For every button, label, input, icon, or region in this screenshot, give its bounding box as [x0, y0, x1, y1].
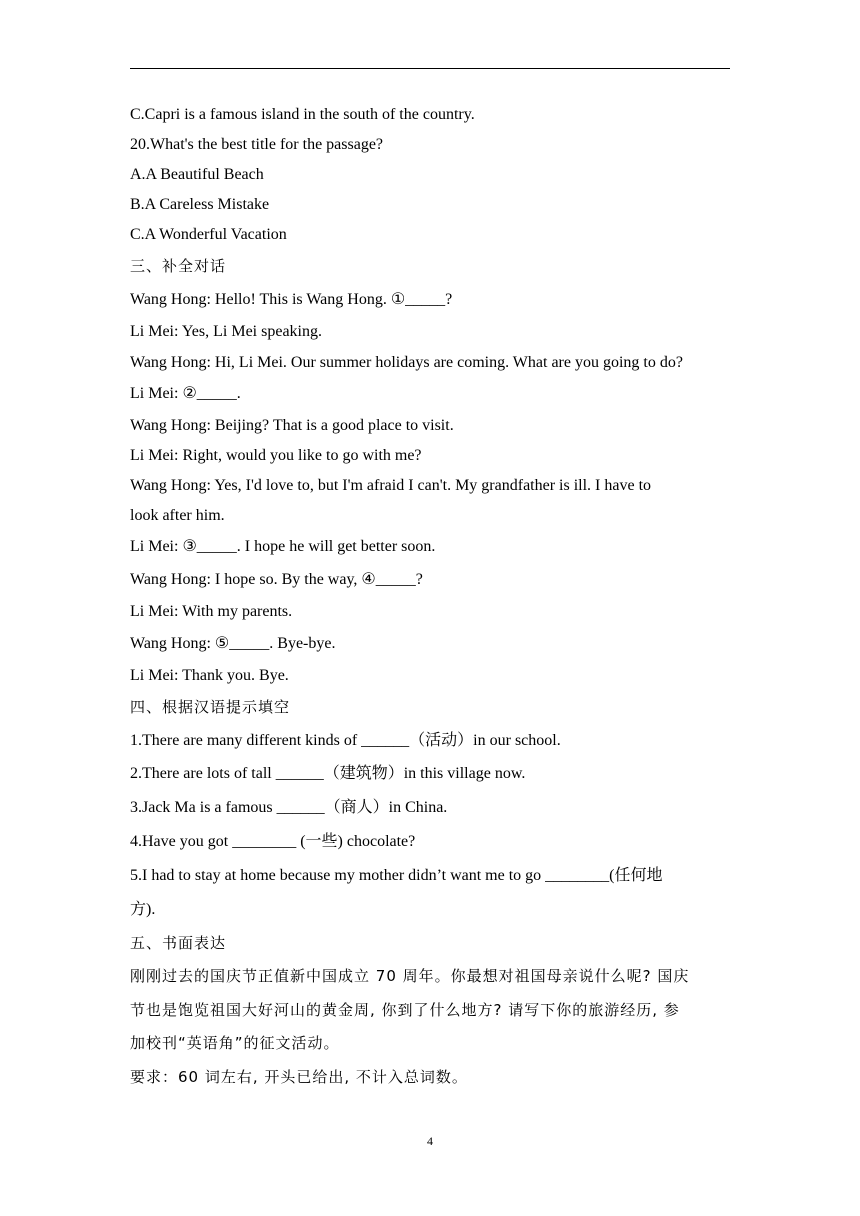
dialogue-line: Li Mei: Right, would you like to go with me?	[130, 447, 422, 464]
dialogue-line: Wang Hong: ⑤_____. Bye-bye.	[130, 635, 336, 652]
dialogue-line: Li Mei: Yes, Li Mei speaking.	[130, 323, 322, 340]
writing-prompt-line: 节也是饱览祖国大好河山的黄金周, 你到了什么地方? 请写下你的旅游经历, 参	[130, 1001, 680, 1019]
writing-requirements: 要求：60 词左右, 开头已给出, 不计入总词数。	[130, 1068, 468, 1086]
option-b-q20: B.A Careless Mistake	[130, 196, 270, 213]
dialogue-line: Li Mei: Thank you. Bye.	[130, 667, 289, 684]
section-4-heading: 四、根据汉语提示填空	[130, 698, 291, 716]
dialogue-line: Li Mei: With my parents.	[130, 603, 293, 620]
dialogue-line: Li Mei: ②_____.	[130, 385, 241, 402]
option-a-q20: A.A Beautiful Beach	[130, 166, 264, 183]
page-number: 4	[427, 1134, 433, 1148]
fill-blank-4: 4.Have you got ________ (一些) chocolate?	[130, 833, 416, 850]
fill-blank-2: 2.There are lots of tall ______（建筑物）in this village now.	[130, 765, 526, 782]
dialogue-line: Wang Hong: Hi, Li Mei. Our summer holidays are coming. What are you going to do?	[130, 354, 683, 371]
writing-prompt-line: 刚刚过去的国庆节正值新中国成立 70 周年。你最想对祖国母亲说什么呢? 国庆	[130, 967, 690, 985]
fill-blank-5: 5.I had to stay at home because my mother didn’t want me to go ________(任何地	[130, 867, 663, 884]
fill-blank-1: 1.There are many different kinds of ______（活动）in our school.	[130, 732, 561, 749]
fill-blank-3: 3.Jack Ma is a famous ______（商人）in China.	[130, 799, 448, 816]
dialogue-line: Li Mei: ③_____. I hope he will get better soon.	[130, 538, 436, 555]
fill-blank-5-cont: 方).	[130, 901, 156, 918]
dialogue-line: Wang Hong: I hope so. By the way, ④_____?	[130, 571, 423, 588]
question-20: 20.What's the best title for the passage?	[130, 136, 384, 153]
section-5-heading: 五、书面表达	[130, 934, 227, 952]
header-rule	[130, 68, 730, 69]
section-3-heading: 三、补全对话	[130, 257, 227, 275]
writing-prompt-line: 加校刊“英语角”的征文活动。	[130, 1034, 340, 1052]
dialogue-line-cont: look after him.	[130, 507, 225, 524]
dialogue-line: Wang Hong: Beijing? That is a good place to visit.	[130, 417, 454, 434]
option-c-q19: C.Capri is a famous island in the south of the country.	[130, 106, 475, 123]
option-c-q20: C.A Wonderful Vacation	[130, 226, 287, 243]
dialogue-line: Wang Hong: Yes, I'd love to, but I'm afraid I can't. My grandfather is ill. I have to	[130, 477, 652, 494]
dialogue-line: Wang Hong: Hello! This is Wang Hong. ①_____?	[130, 291, 453, 308]
